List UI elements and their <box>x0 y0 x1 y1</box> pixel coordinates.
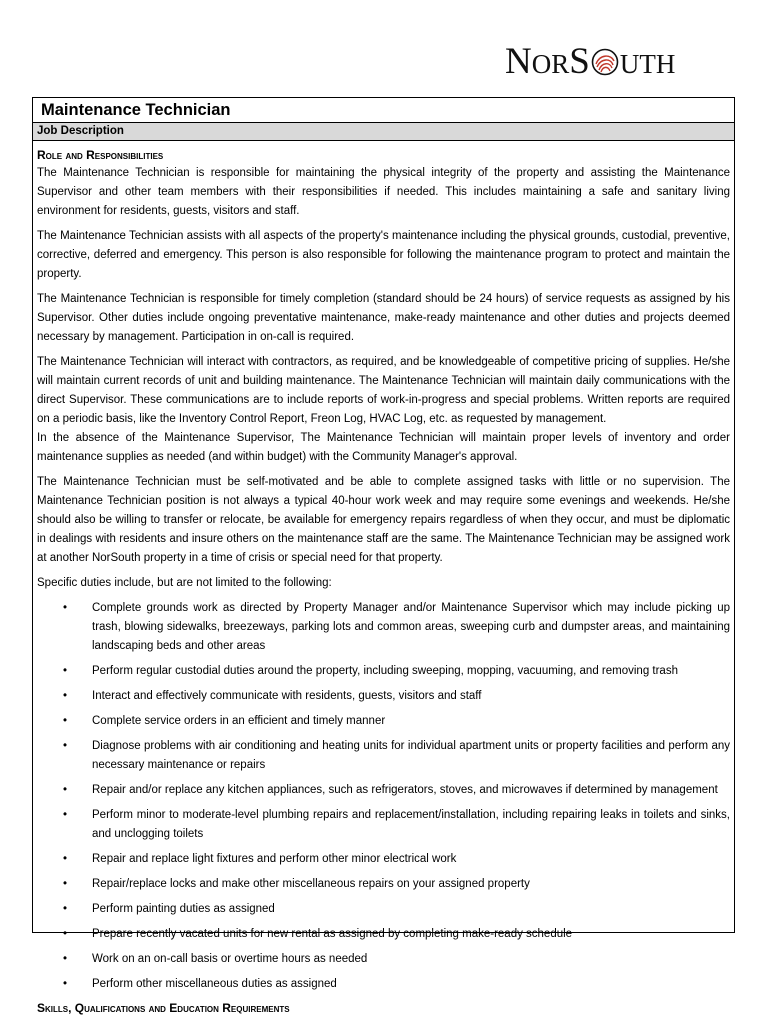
section-heading-skills: Skills, Qualifications and Education Requirements <box>37 1001 290 1015</box>
job-description-header: Job Description <box>33 123 734 141</box>
list-item <box>37 599 730 656</box>
bullet-icon: • <box>63 853 68 865</box>
list-item <box>37 781 730 800</box>
list-item <box>37 712 730 731</box>
duty-text: Interact and effectively communicate with residents, guests, visitors and staff <box>92 690 482 702</box>
bullet-icon: • <box>63 740 68 752</box>
logo-letters-uth: UTH <box>619 49 676 79</box>
bullet-icon: • <box>63 928 68 940</box>
duty-text: Prepare recently vacated units for new rental as assigned by completing make-ready schedule <box>92 928 573 940</box>
list-item <box>37 850 730 869</box>
job-description-box <box>32 97 735 1015</box>
logo-swirl-icon <box>591 48 619 76</box>
list-item <box>37 875 730 894</box>
duty-text: Repair/replace locks and make other miscellaneous repairs on your assigned property <box>92 878 530 890</box>
duty-text: Work on an on-call basis or overtime hours as needed <box>92 953 368 965</box>
list-item <box>37 900 730 919</box>
bullet-icon: • <box>63 978 68 990</box>
bullet-icon: • <box>63 903 68 915</box>
bullet-icon: • <box>63 784 68 796</box>
bullet-icon: • <box>63 878 68 890</box>
logo-letters-or: OR <box>531 49 570 79</box>
duty-text: Diagnose problems with air conditioning and heating units for individual apartment units or property facilities and perform any necessary maintenance or repairs <box>92 740 730 771</box>
list-item <box>37 950 730 969</box>
bullet-icon: • <box>63 715 68 727</box>
duty-text: Perform regular custodial duties around the property, including sweeping, mopping, vacuuming, and removing trash <box>92 665 678 677</box>
paragraph-2: The Maintenance Technician assists with all aspects of the property's maintenance including the physical grounds, custodial, preventive, corrective, deferred and emergency. This person is also responsible for following the maintenance program to protect and maintain the property. <box>37 230 730 280</box>
duty-text: Perform minor to moderate-level plumbing repairs and replacement/installation, including repairing leaks in toilets and sinks, and unclogging toilets <box>92 809 730 840</box>
list-item <box>37 662 730 681</box>
bullet-icon: • <box>63 953 68 965</box>
paragraph-5: In the absence of the Maintenance Supervisor, The Maintenance Technician will maintain proper levels of inventory and order maintenance supplies as needed (and within budget) with the Community Manager's approval. <box>37 432 730 463</box>
duty-text: Perform painting duties as assigned <box>92 903 275 915</box>
norsouth-logo <box>505 41 721 82</box>
duty-text: Complete grounds work as directed by Property Manager and/or Maintenance Supervisor which may include picking up trash, blowing sidewalks, breezeways, parking lots and common areas, sweeping curb and dumpster areas, and maintaining landscaping beds and other areas <box>92 602 730 652</box>
list-item <box>37 687 730 706</box>
paragraph-4: The Maintenance Technician will interact with contractors, as required, and be knowledgeable of competitive pricing of supplies. He/she will maintain current records of unit and building maintenance. The Maintenance Technician will maintain daily communications with the direct Supervisor. These communications are to include reports of work-in-progress and special problems. Written reports are required on a periodic basis, like the Inventory Control Report, Freon Log, HVAC Log, etc. as requested by management. <box>37 356 730 425</box>
logo-letter-s: S <box>569 41 590 82</box>
bullet-icon: • <box>63 602 68 614</box>
duty-text: Perform other miscellaneous duties as assigned <box>92 978 337 990</box>
job-title: Maintenance Technician <box>33 98 734 123</box>
paragraph-1: The Maintenance Technician is responsible for maintaining the physical integrity of the property and assisting the Maintenance Supervisor and other team members with their responsibilities if needed. This includes maintaining a safe and sanitary living environment for residents, guests, visitors and staff. <box>37 167 730 217</box>
list-item <box>37 737 730 775</box>
list-item <box>37 806 730 844</box>
duty-text: Complete service orders in an efficient and timely manner <box>92 715 386 727</box>
paragraph-duties-intro: Specific duties include, but are not limited to the following: <box>37 577 332 589</box>
paragraph-3: The Maintenance Technician is responsible for timely completion (standard should be 24 hours) of service requests as assigned by his Supervisor. Other duties include ongoing preventative maintenance, make-ready maintenance and other duties and projects deemed necessary by management. Participation in on-call is required. <box>37 293 730 343</box>
job-description-content <box>33 141 734 1017</box>
duties-list <box>37 599 730 994</box>
bullet-icon: • <box>63 690 68 702</box>
bullet-icon: • <box>63 809 68 821</box>
list-item <box>37 925 730 944</box>
list-item <box>37 975 730 994</box>
duty-text: Repair and/or replace any kitchen appliances, such as refrigerators, stoves, and microwaves if determined by management <box>92 784 718 796</box>
duty-text: Repair and replace light fixtures and perform other minor electrical work <box>92 853 457 865</box>
section-heading-role: Role and Responsibilities <box>37 148 164 162</box>
bullet-icon: • <box>63 665 68 677</box>
logo-letter-n: N <box>505 41 532 82</box>
paragraph-6: The Maintenance Technician must be self-motivated and be able to complete assigned tasks with little or no supervision. The Maintenance Technician position is not always a typical 40-hour work week and may require some evenings and weekends. He/she should also be willing to transfer or relocate, be available for emergency repairs regardless of when they occur, and must be diplomatic in dealings with residents and insure others on the maintenance staff are the same. The Maintenance Technician may be assigned work at another NorSouth property in a time of crisis or special need for that property. <box>37 476 730 564</box>
